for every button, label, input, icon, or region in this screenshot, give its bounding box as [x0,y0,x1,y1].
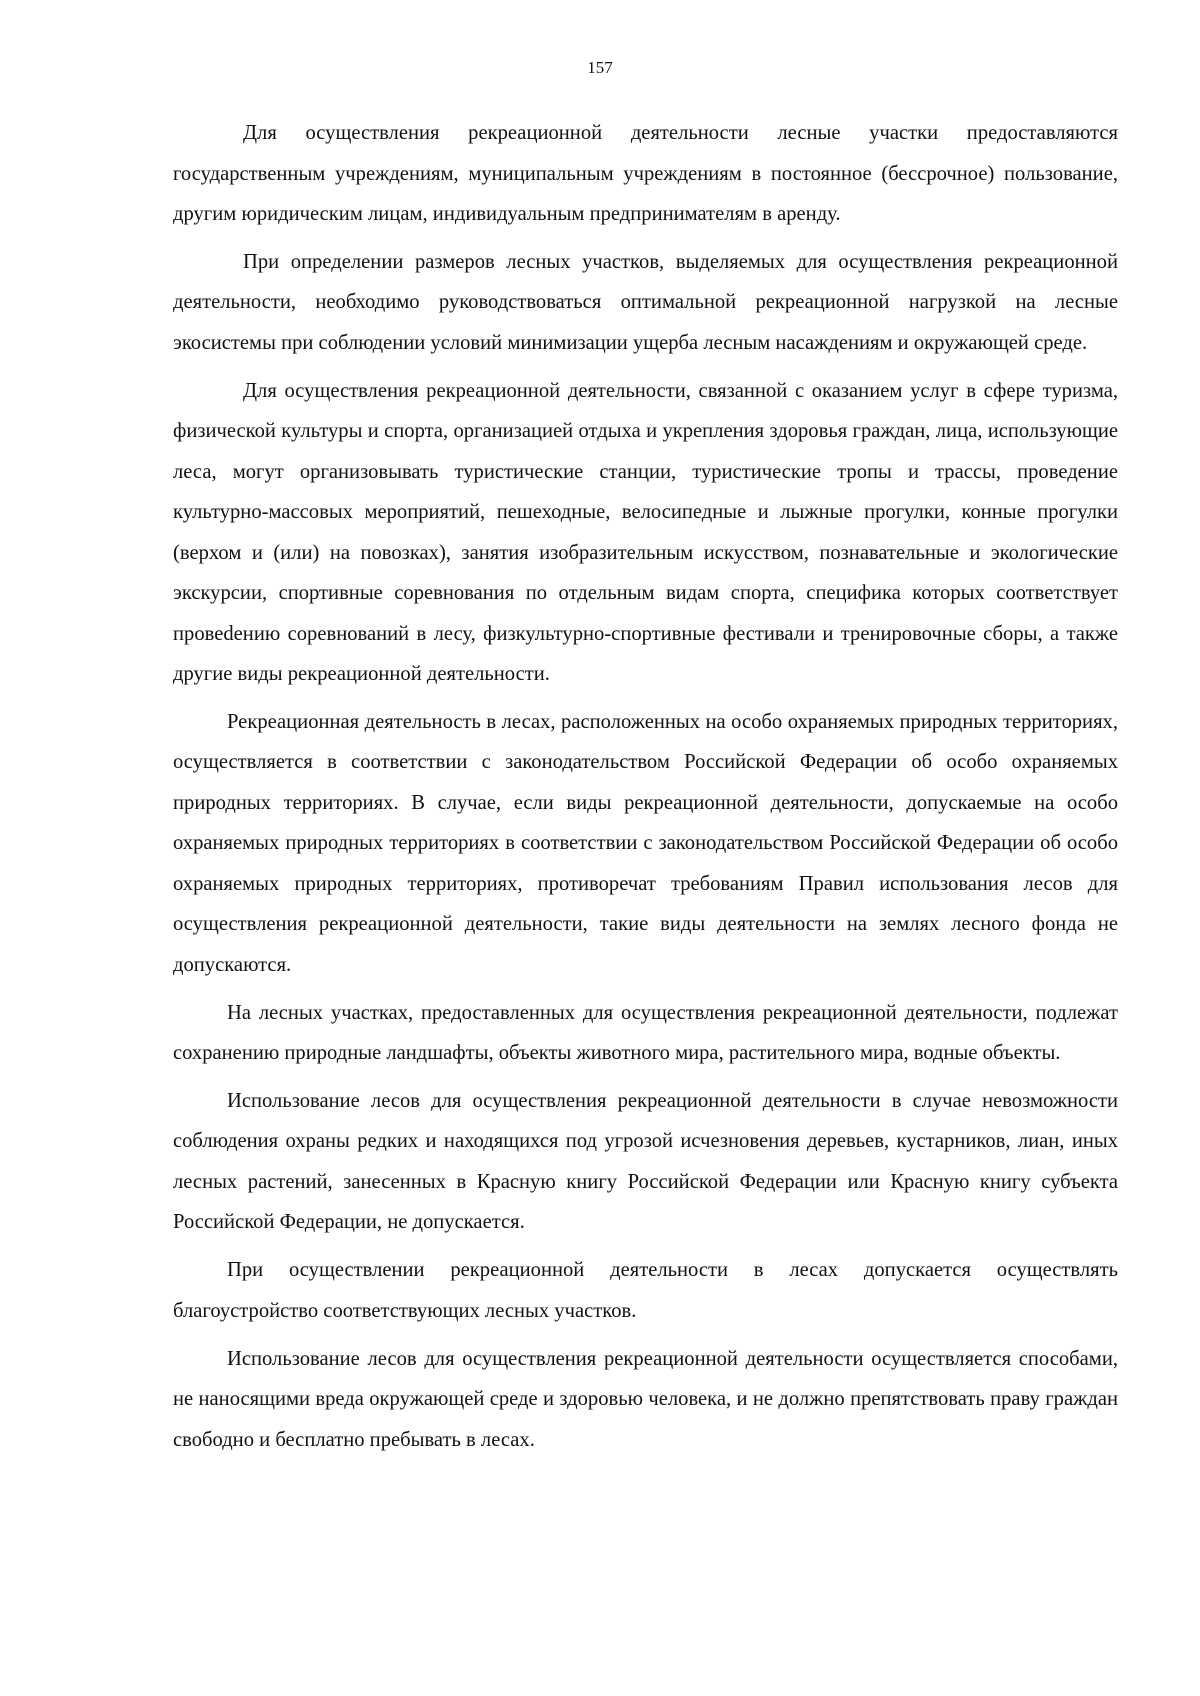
paragraph: Для осуществления рекреационной деятельности, связанной с оказанием услуг в сфере туризма, физической культуры и спорта, организацией отдыха и укрепления здоровья граждан, лица, использующие леса, могут организовывать туристические станции, туристические тропы и трассы, проведение культурно-массовых мероприятий, пешеходные, велосипедные и лыжные прогулки, конные прогулки (верхом и (или) на повозках), занятия изобразительным искусством, познавательные и экологические экскурсии, спортивные соревнования по отдельным видам спорта, специфика которых соответствует провеdению соревнований в лесу, физкультурно-спортивные фестивали и тренировочные сборы, а также другие виды рекреационной деятельности. [173,379,1118,686]
paragraph: Использование лесов для осуществления рекреационной деятельности осуществляется способами, не наносящими вреда окружающей среде и здоровью человека, и не должно препятствовать праву граждан свободно и бесплатно пребывать в лесах. [173,1347,1118,1451]
paragraph: Для осуществления рекреационной деятельности лесные участки предоставляются государственным учреждениям, муниципальным учреждениям в постоянное (бессрочное) пользование, другим юридическим лицам, индивидуальным предпринимателям в аренду. [173,122,1118,225]
page-number: 157 [587,58,613,77]
body-text [173,113,1118,1467]
paragraph: При осуществлении рекреационной деятельности в лесах допускается осуществлять благоустройство соответствующих лесных участков. [173,1259,1118,1322]
paragraph: При определении размеров лесных участков, выделяемых для осуществления рекреационной деятельности, необходимо руководствоваться оптимальной рекреационной нагрузкой на лесные экосистемы при соблюдении условий минимизации ущерба лесным насаждениям и окружающей среде. [173,250,1118,354]
paragraph: Рекреационная деятельность в лесах, расположенных на особо охраняемых природных территориях, осуществляется в соответствии с законодательством Российской Федерации об особо охраняемых природных территориях. В случае, если виды рекреационной деятельности, допускаемые на особо охраняемых природных территориях в соответствии с законодательством Российской Федерации об особо охраняемых природных территориях, противоречат требованиям Правил использования лесов для осуществления рекреационной деятельности, такие виды деятельности на землях лесного фонда не допускаются. [173,710,1118,976]
paragraph: Использование лесов для осуществления рекреационной деятельности в случае невозможности соблюдения охраны редких и находящихся под угрозой исчезновения деревьев, кустарников, лиан, иных лесных растений, занесенных в Красную книгу Российской Федерации или Красную книгу субъекта Российской Федерации, не допускается. [173,1089,1118,1234]
paragraph: На лесных участках, предоставленных для осуществления рекреационной деятельности, подлежат сохранению природные ландшафты, объекты животного мира, растительного мира, водные объекты. [173,1001,1118,1065]
